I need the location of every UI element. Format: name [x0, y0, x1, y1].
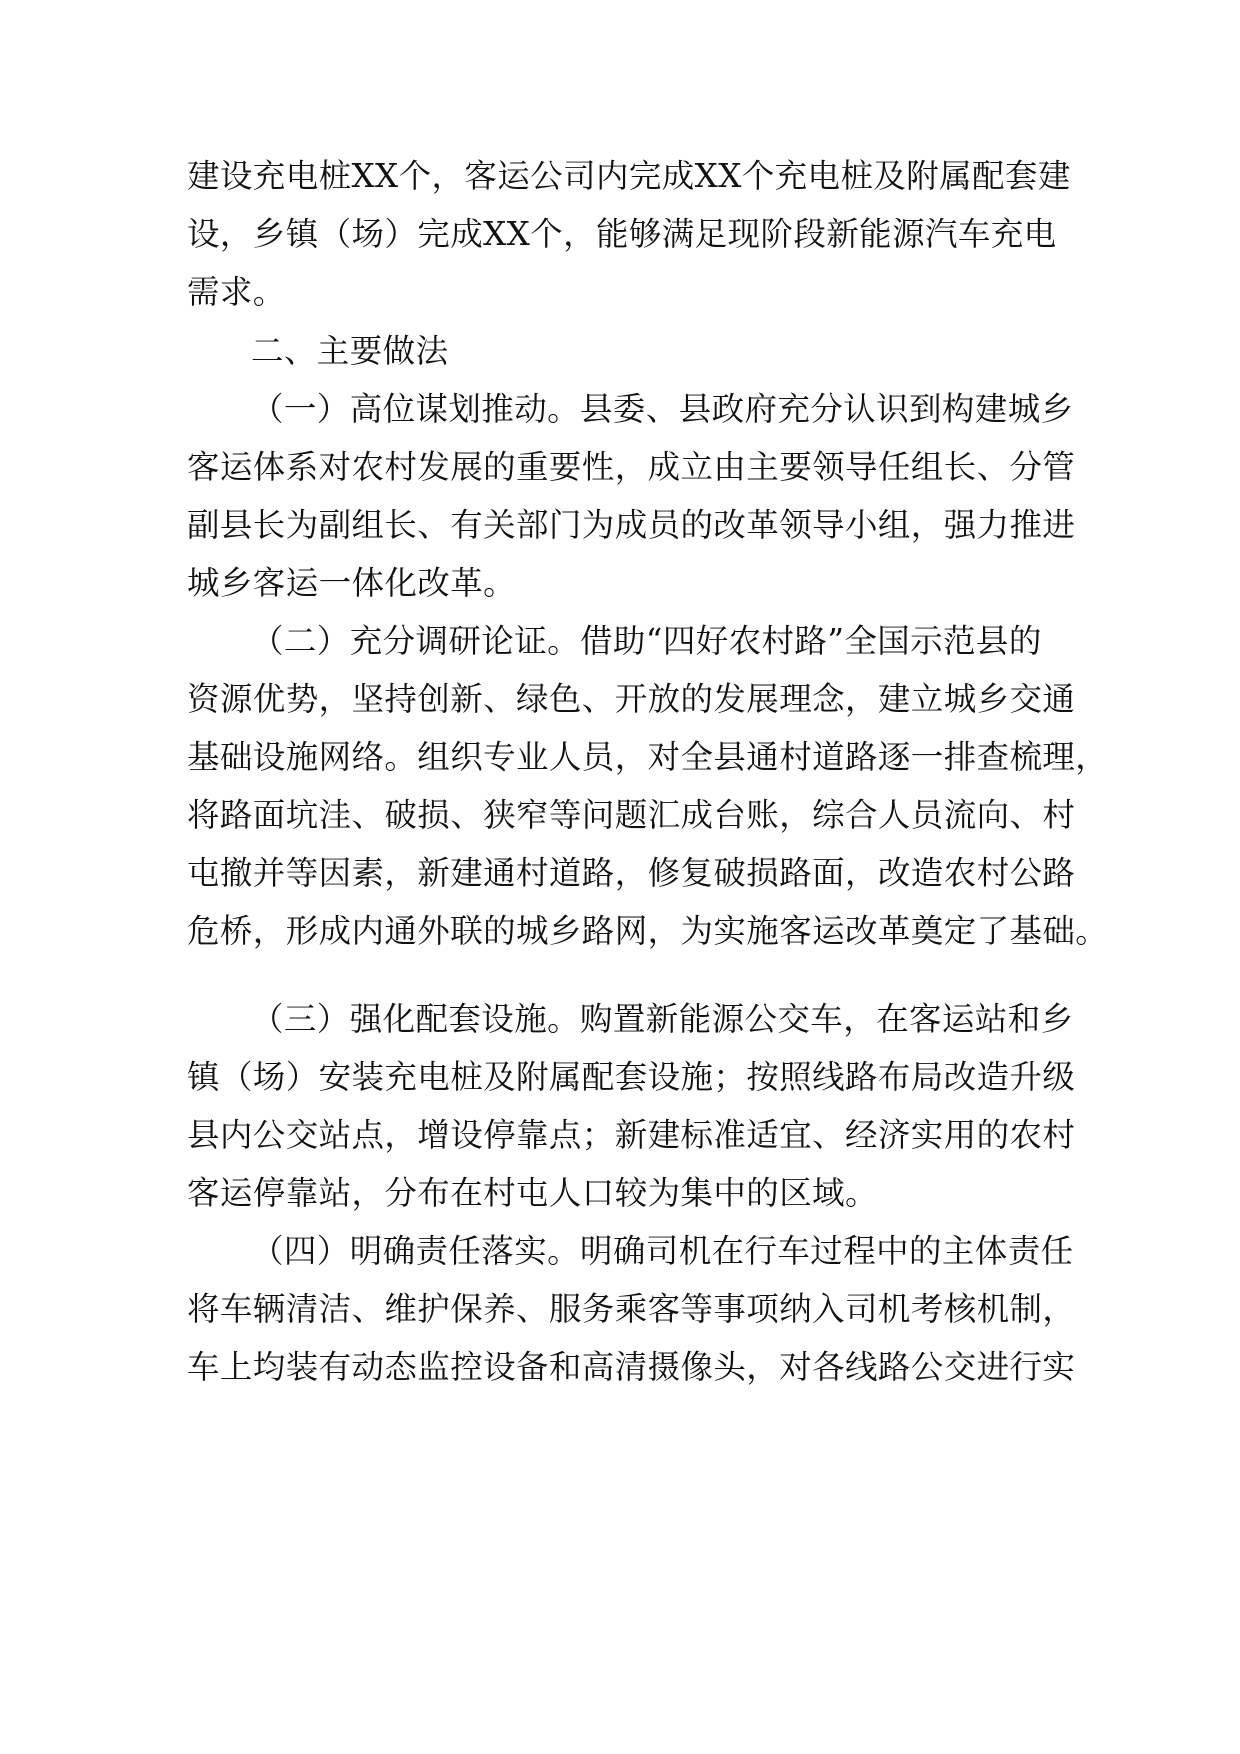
- paragraph-line: 建设充电桩XX个，客运公司内完成XX个充电桩及附属配套建: [187, 157, 1071, 195]
- paragraph-line: 需求。: [187, 273, 286, 311]
- paragraph-line: 镇（场）安装充电桩及附属配套设施；按照线路布局改造升级: [187, 1058, 1076, 1096]
- paragraph-line: 客运停靠站，分布在村屯人口较为集中的区域。: [187, 1174, 878, 1212]
- paragraph-line: 副县长为副组长、有关部门为成员的改革领导小组，强力推进: [187, 506, 1076, 544]
- paragraph-line: 车上均装有动态监控设备和高清摄像头，对各线路公交进行实: [187, 1348, 1076, 1386]
- paragraph-line: 将路面坑洼、破损、狭窄等问题汇成台账，综合人员流向、村: [187, 796, 1076, 834]
- paragraph-line: 城乡客运一体化改革。: [187, 564, 517, 602]
- paragraph-line: （三）强化配套设施。购置新能源公交车，在客运站和乡: [251, 1000, 1074, 1038]
- paragraph-line: （一）高位谋划推动。县委、县政府充分认识到构建城乡: [251, 390, 1074, 428]
- paragraph-line: 危桥，形成内通外联的城乡路网，为实施客运改革奠定了基础。: [187, 912, 1109, 950]
- paragraph-line: 将车辆清洁、维护保养、服务乘客等事项纳入司机考核机制，: [187, 1290, 1076, 1328]
- paragraph-line: （二）充分调研论证。借助“四好农村路”全国示范县的: [251, 622, 1042, 660]
- paragraph-line: 客运体系对农村发展的重要性，成立由主要领导任组长、分管: [187, 448, 1076, 486]
- paragraph-line: 设，乡镇（场）完成XX个，能够满足现阶段新能源汽车充电: [187, 215, 1057, 253]
- paragraph-line: 屯撤并等因素，新建通村道路，修复破损路面，改造农村公路: [187, 854, 1076, 892]
- paragraph-line: 县内公交站点，增设停靠点；新建标准适宜、经济实用的农村: [187, 1116, 1076, 1154]
- paragraph-line: 资源优势，坚持创新、绿色、开放的发展理念，建立城乡交通: [187, 680, 1076, 718]
- section-heading: 二、主要做法: [251, 332, 449, 370]
- paragraph-line: 基础设施网络。组织专业人员，对全县通村道路逐一排查梳理，: [187, 738, 1109, 776]
- paragraph-line: （四）明确责任落实。明确司机在行车过程中的主体责任: [251, 1232, 1074, 1270]
